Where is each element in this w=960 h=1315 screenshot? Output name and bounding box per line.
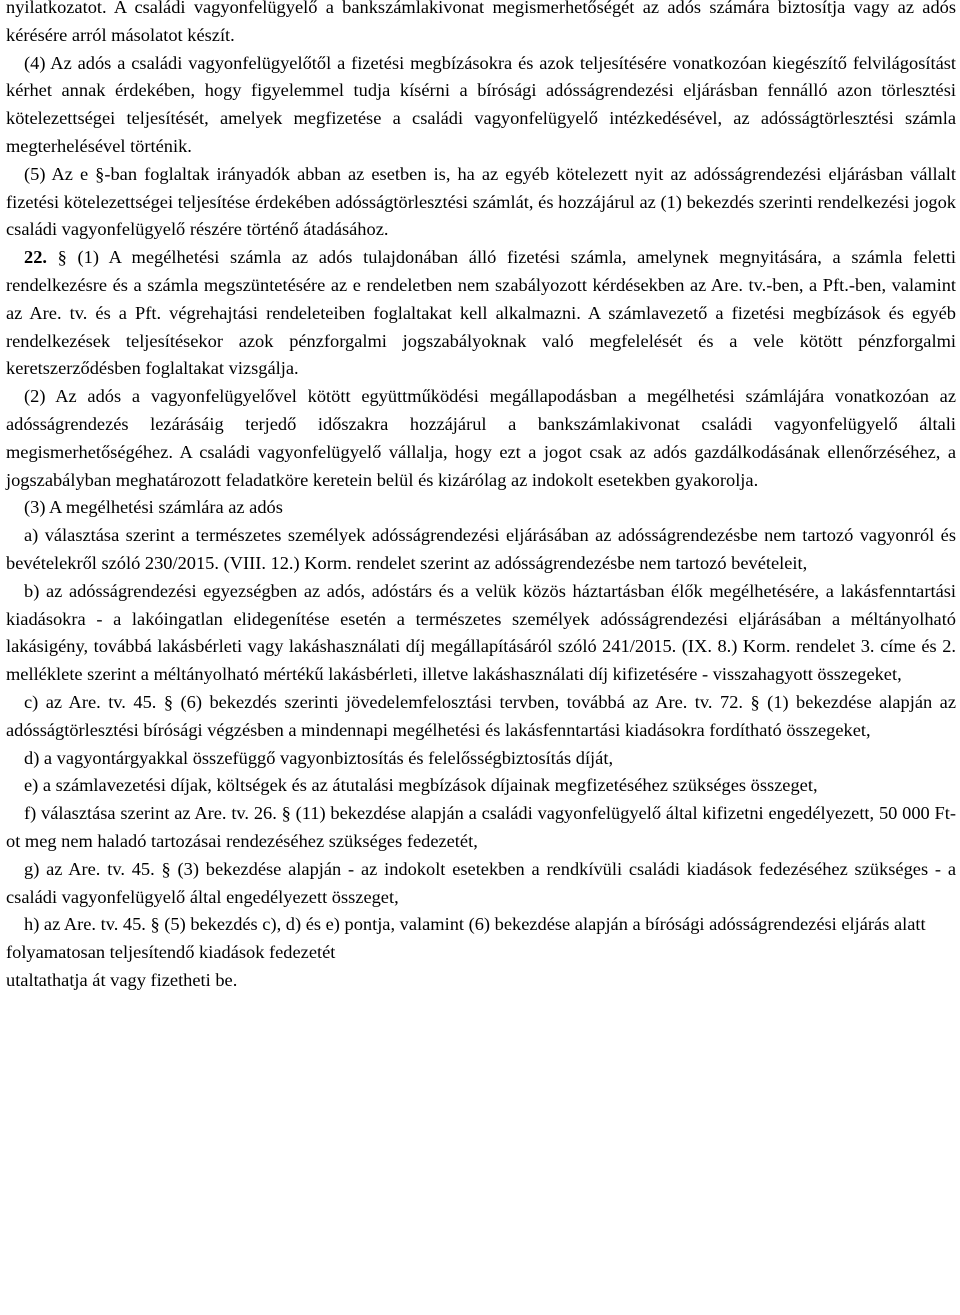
paragraph-4: (4) Az adós a családi vagyonfelügyelőtől a fizetési megbízásokra és azok teljesítésére vonatkozóan kiegészítő felvilágosítást kérhet annak érdekében, hogy figyelemmel tudja kísérni a bírósági adósságrendezési eljárásban fennálló azon törlesztési kötelezettségei teljesítését, amelyek megfizetése a családi vagyonfelügyelő intézkedésével, az adósságtörlesztési számla megterhelésével történik. [6, 52, 956, 156]
paragraph-intro: nyilatkozatot. A családi vagyonfelügyelő a bankszámlakivonat megismerhetőségét az adós számára biztosítja vagy az adós kérésére arról másolatot készít. [6, 0, 956, 45]
list-item-e: e) a számlavezetési díjak, költségek és az átutalási megbízások díjainak megfizetéséhez szükséges összeget, [24, 775, 818, 796]
list-item-d: d) a vagyontárgyakkal összefüggő vagyonbiztosítás és felelősségbiztosítás díját, [24, 747, 614, 768]
section-22-paragraph-3: (3) A megélhetési számlára az adós [24, 497, 283, 518]
list-item-g: g) az Are. tv. 45. § (3) bekezdése alapján - az indokolt esetekben a rendkívüli családi kiadások fedezéséhez szükséges - a családi vagyonfelügyelő által engedélyezett összeget, [6, 858, 956, 907]
list-item-f: f) választása szerint az Are. tv. 26. § (11) bekezdése alapján a családi vagyonfelügyelő által kifizetni engedélyezett, 50 000 Ft-ot meg nem haladó tartozásai rendezéséhez szükséges fedezetét, [6, 803, 956, 851]
paragraph-5: (5) Az e §-ban foglaltak irányadók abban az esetben is, ha az egyéb kötelezett nyit az adósságrendezési eljárásban vállalt fizetési kötelezettségei teljesítése érdekében adósságtörlesztési számlát, és hozzájárul az (1) bekezdés szerinti rendelkezési jogok családi vagyonfelügyelő részére történő átadásához. [6, 163, 956, 240]
document-page [6, 0, 956, 995]
list-item-a: a) választása szerint a természetes személyek adósságrendezési eljárásában az adósságrendezésbe nem tartozó vagyonról és bevételekről szóló 230/2015. (VIII. 12.) Korm. rendelet szerint az adósságrendezésbe nem tartozó bevételeit, [6, 525, 956, 573]
paragraph-closing: utaltathatja át vagy fizetheti be. [6, 969, 238, 990]
list-item-b: b) az adósságrendezési egyezségben az adós, adóstárs és a velük közös háztartásban élők megélhetésére, a lakásfenntartási kiadásokra - a lakóingatlan elidegenítése esetén a természetes személyek adósságrendezési eljárásában a méltányolható lakásigény, továbbá lakásbérleti vagy lakáshasználati díj megállapításáról szóló 241/2015. (IX. 8.) Korm. rendelet 3. címe és 2. melléklete szerint a méltányolható mértékű lakásbérleti, illetve lakáshasználati díj kifizetésére - visszahagyott összegeket, [6, 580, 956, 685]
list-item-h: h) az Are. tv. 45. § (5) bekezdés c), d) és e) pontja, valamint (6) bekezdése alapján a bírósági adósságrendezési eljárás alatt folyamatosan teljesítendő kiadások fedezetét [6, 914, 926, 963]
list-item-c: c) az Are. tv. 45. § (6) bekezdés szerinti jövedelemfelosztási tervben, továbbá az Are. tv. 72. § (1) bekezdése alapján az adósságtörlesztési bírósági végzésben a mindennapi megélhetési és lakásfenntartási kiadásokra fordítható összegeket, [6, 691, 956, 740]
section-22-paragraph-2: (2) Az adós a vagyonfelügyelővel kötött együttműködési megállapodásban a megélhetési számlájára vonatkozóan az adósságrendezés lezárásáig terjedő időszakra hozzájárul a bankszámlakivonat családi vagyonfelügyelő általi megismerhetőségéhez. A családi vagyonfelügyelő vállalja, hogy ezt a jogot csak az adós gazdálkodásának ellenőrzéséhez, a jogszabályban meghatározott feladatköre keretein belül és kizárólag az indokolt esetekben gyakorolja. [6, 386, 956, 490]
section-22-paragraph-1 [6, 244, 956, 383]
section-number: 22. [24, 247, 47, 268]
section-22-text: § (1) A megélhetési számla az adós tulajdonában álló fizetési számla, amelynek megnyitására, a számla feletti rendelkezésre és a számla megszüntetésére az e rendeletben nem szabályozott kérdésekben az Are. tv.-ben, a Pft.-ben, valamint az Are. tv. és a Pft. végrehajtási rendeleteiben foglaltakat kell alkalmazni. A számlavezető a fizetési megbízások és egyéb rendelkezések teljesítésekor azok pénzforgalmi jogszabályoknak való megfelelését és a vele kötött pénzforgalmi keretszerződésben foglaltakat vizsgálja. [6, 247, 956, 379]
